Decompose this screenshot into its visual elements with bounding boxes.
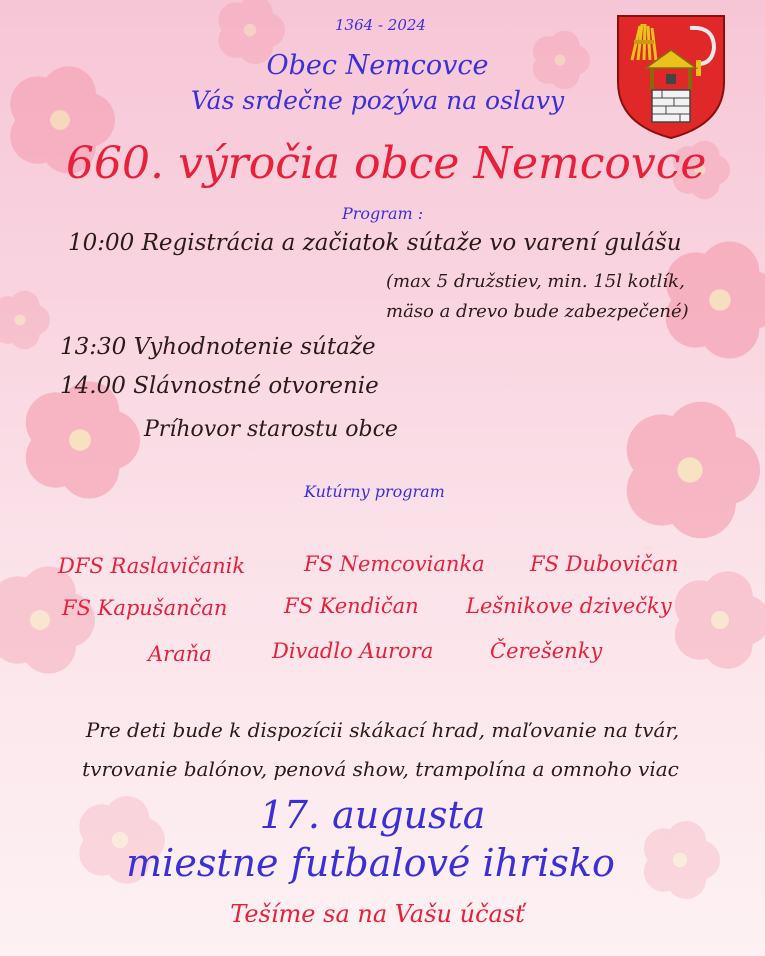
program-item: mäso a drevo bude zabezpečené): [386, 301, 689, 322]
flower-icon: [26, 381, 140, 498]
closing-text: Tešíme sa na Vašu účasť: [230, 900, 525, 928]
culture-group: Čerešenky: [490, 639, 603, 663]
program-item: 13:30 Vyhodnotenie sútaže: [60, 334, 376, 360]
flower-icon: [666, 241, 765, 358]
flower-icon: [0, 566, 95, 673]
program-item: (max 5 družstiev, min. 15l kotlík,: [386, 271, 685, 292]
kids-info-line: Pre deti bude k dispozícii skákací hrad, maľovanie na tvár,: [85, 718, 680, 742]
flower-icon: [675, 571, 765, 669]
program-item: 10:00 Registrácia a začiatok sútaže vo varení gulášu: [68, 230, 682, 256]
program-item: 14.00 Slávnostné otvorenie: [60, 373, 379, 399]
culture-group: Divadlo Aurora: [272, 639, 434, 663]
years-text: 1364 - 2024: [335, 16, 426, 34]
culture-heading: Kutúrny program: [304, 482, 445, 501]
culture-group: Lešnikove dzivečky: [466, 594, 672, 618]
event-date: 17. augusta: [259, 793, 486, 837]
flower-icon: [0, 291, 50, 350]
kids-info-line: tvrovanie balónov, penová show, trampolína a omnoho viac: [82, 757, 679, 781]
flower-icon: [627, 402, 760, 539]
invitation-text: Vás srdečne pozýva na oslavy: [190, 86, 565, 115]
program-heading: Program :: [342, 204, 424, 223]
culture-group: FS Kapušančan: [62, 596, 228, 620]
culture-group: DFS Raslavičanik: [58, 554, 246, 578]
culture-group: FS Nemcovianka: [304, 552, 485, 576]
page-title: 660. výročia obce Nemcovce: [66, 138, 707, 189]
culture-group: FS Dubovičan: [530, 552, 679, 576]
municipality-name: Obec Nemcovce: [266, 50, 489, 81]
program-item: Príhovor starostu obce: [144, 417, 398, 442]
event-place: miestne futbalové ihrisko: [126, 841, 615, 885]
culture-group: Araňa: [148, 642, 212, 666]
culture-group: FS Kendičan: [284, 594, 419, 618]
